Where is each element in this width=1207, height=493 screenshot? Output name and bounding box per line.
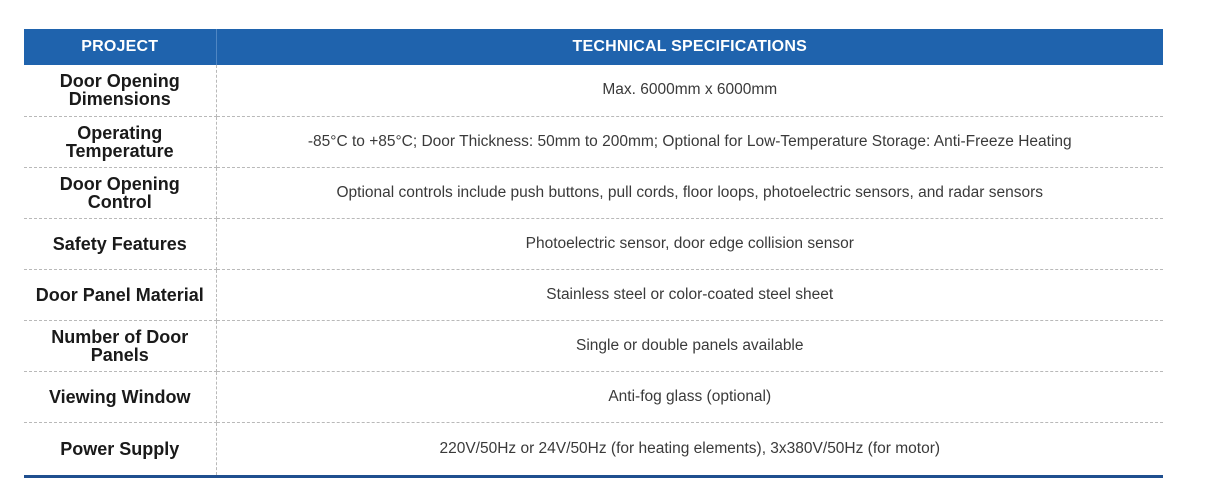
spec-cell: Single or double panels available — [216, 320, 1163, 371]
table-row — [24, 116, 1163, 167]
table-row — [24, 167, 1163, 218]
project-cell: Door Panel Material — [24, 269, 216, 320]
table-header — [24, 29, 1163, 65]
project-cell: Number of Door Panels — [24, 320, 216, 371]
table-body — [24, 65, 1163, 476]
spec-cell: Anti-fog glass (optional) — [216, 371, 1163, 422]
project-cell: Safety Features — [24, 218, 216, 269]
table-row — [24, 65, 1163, 116]
spec-cell: 220V/50Hz or 24V/50Hz (for heating elements), 3x380V/50Hz (for motor) — [216, 422, 1163, 476]
header-row — [24, 29, 1163, 65]
project-cell: Door Opening Dimensions — [24, 65, 216, 116]
table-row — [24, 269, 1163, 320]
project-cell: Door Opening Control — [24, 167, 216, 218]
project-cell: Operating Temperature — [24, 116, 216, 167]
spec-cell: Photoelectric sensor, door edge collision sensor — [216, 218, 1163, 269]
spec-cell: -85°C to +85°C; Door Thickness: 50mm to 200mm; Optional for Low-Temperature Storage: Anti-Freeze Heating — [216, 116, 1163, 167]
spec-table — [24, 29, 1163, 478]
spec-cell: Optional controls include push buttons, pull cords, floor loops, photoelectric sensors, and radar sensors — [216, 167, 1163, 218]
project-column-header: PROJECT — [24, 29, 216, 65]
spec-cell: Max. 6000mm x 6000mm — [216, 65, 1163, 116]
project-cell: Power Supply — [24, 422, 216, 476]
table-row — [24, 218, 1163, 269]
table-row — [24, 371, 1163, 422]
table-row — [24, 422, 1163, 476]
project-cell: Viewing Window — [24, 371, 216, 422]
spec-column-header: TECHNICAL SPECIFICATIONS — [216, 29, 1163, 65]
spec-cell: Stainless steel or color-coated steel sheet — [216, 269, 1163, 320]
table-row — [24, 320, 1163, 371]
